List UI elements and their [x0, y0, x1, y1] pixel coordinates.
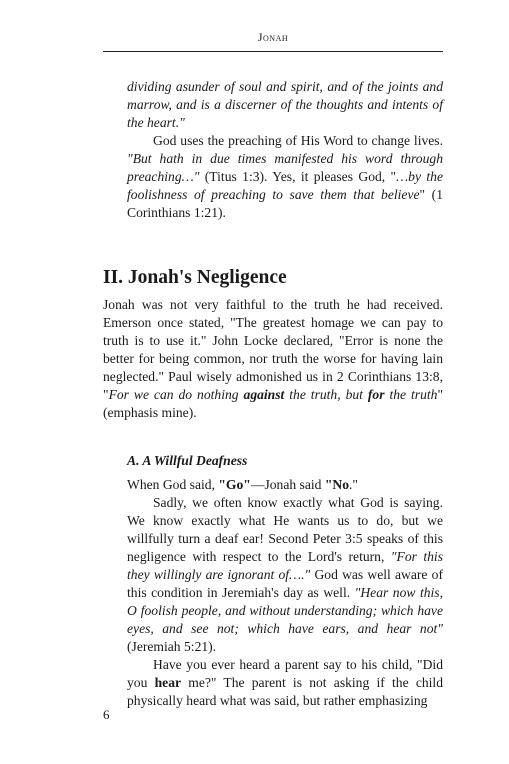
subsection-body: [127, 476, 443, 710]
quote-corinthians: …by the foolishness of preaching to save them that believe: [127, 169, 443, 202]
preaching-paragraph: [127, 132, 443, 222]
text-run: Jonah was not very faithful to the truth he had received. Emerson once stated, "The greatest homage we can pay to truth is to use it." John Locke declared, "Error is none the better for being common, nor truth the worse for having lain neglected." Paul wisely admonished us in 2 Corinthians 13:8, ": [103, 297, 443, 402]
emphasis-no: "No: [324, 477, 350, 492]
text-run: God uses the preaching of His Word to change lives.: [153, 133, 443, 148]
subsection-heading: A. A Willful Deafness: [127, 453, 248, 468]
text-run: (Jeremiah 5:21).: [127, 639, 217, 654]
text-run: " (emphasis mine).: [103, 387, 443, 420]
continued-block: [127, 78, 443, 222]
text-run: Have you ever heard a parent say to his child, "Did you: [127, 657, 443, 690]
text-run: When God said,: [127, 477, 219, 492]
section-heading: II. Jonah's Negligence: [103, 267, 287, 288]
quote-jeremiah: "Hear now this, O foolish people, and without understanding; which have eyes, and see not; which have ears, and hear not": [127, 585, 443, 636]
quote-titus: "But hath in due times manifested his word through preaching…": [127, 151, 443, 184]
quote-run: the truth, but: [284, 387, 368, 402]
emphasis-against: against: [243, 387, 285, 402]
text-run: " (1 Corinthians 1:21).: [127, 187, 443, 220]
go-no-paragraph: [127, 476, 443, 494]
section-body: [103, 296, 443, 422]
text-run: Sadly, we often know exactly what God is saying. We know exactly what He wants us to do, but we willfully turn a deaf ear! Second Peter 3:5 speaks of this negligence with respect to the Lord's return,: [127, 495, 443, 564]
negligence-paragraph: [103, 296, 443, 422]
emphasis-for: for: [367, 387, 385, 402]
emphasis-hear: hear: [154, 675, 182, 690]
quote-run: For we can do nothing: [108, 387, 244, 402]
text-run: God was well aware of this condition in Jeremiah's day as well.: [127, 567, 443, 600]
continued-quote: [127, 78, 443, 132]
header-rule: [103, 51, 443, 52]
text-run: —Jonah said: [250, 477, 325, 492]
page-number: 6: [103, 707, 110, 722]
parent-paragraph: [127, 656, 443, 710]
running-head-title: Jonah: [257, 30, 289, 44]
text-run: me?" The parent is not asking if the child physically heard what was said, but rather emphasizing: [127, 675, 443, 708]
quote-text: dividing asunder of soul and spirit, and of the joints and marrow, and is a discerner of the thoughts and intents of the heart.": [127, 79, 443, 130]
quote-peter: "For this they willingly are ignorant of….": [127, 549, 443, 582]
text-run: .": [349, 477, 358, 492]
emphasis-go: "Go": [218, 477, 251, 492]
deaf-ear-paragraph: [127, 494, 443, 656]
text-run: (Titus 1:3). Yes, it pleases God, ": [199, 169, 397, 184]
quote-run: the truth: [384, 387, 438, 402]
